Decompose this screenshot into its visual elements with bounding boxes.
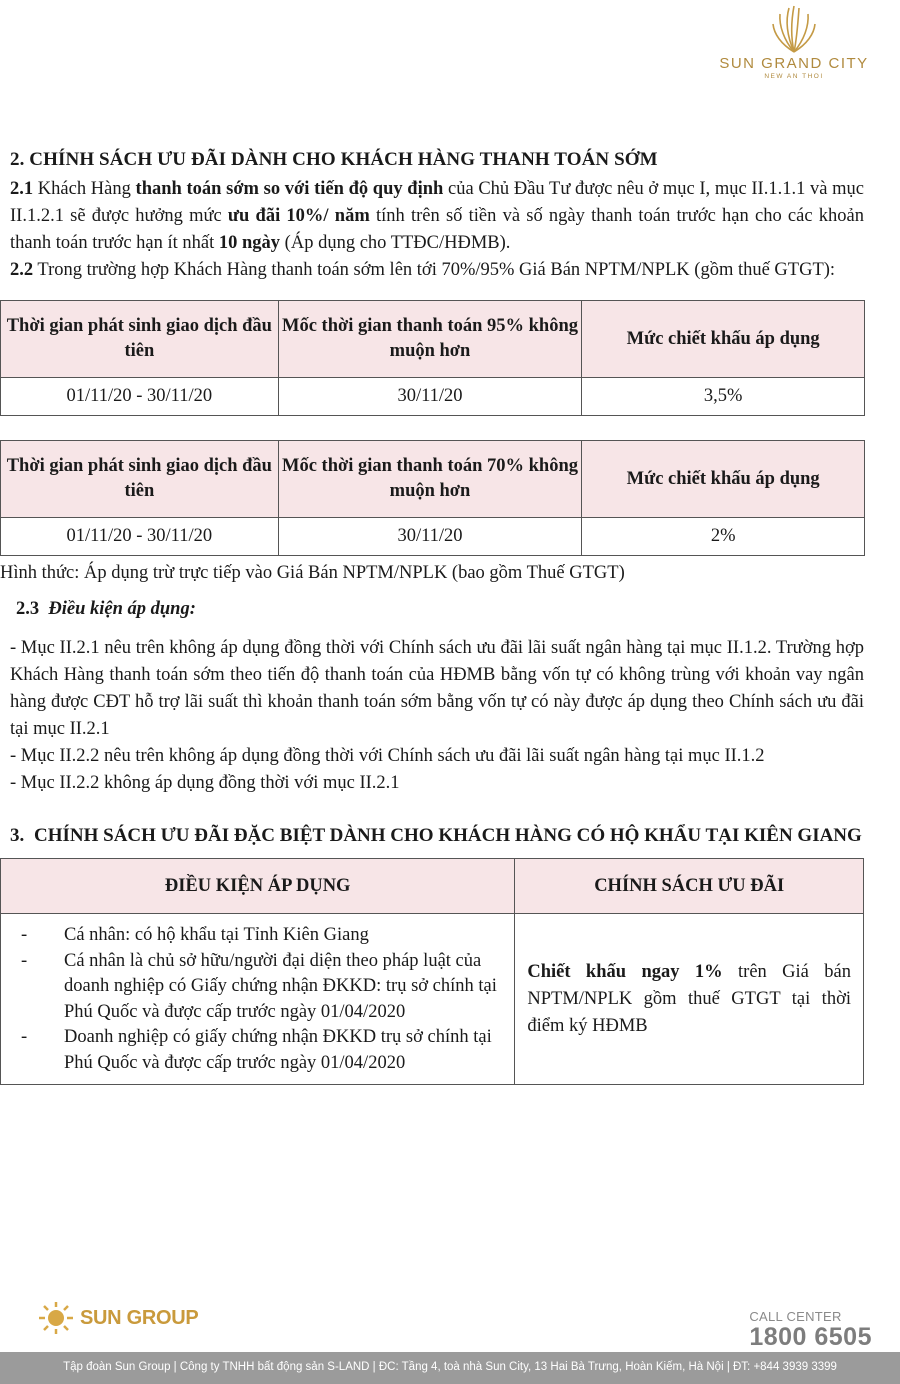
text: Doanh nghiệp có giấy chứng nhận ĐKKD trụ sở chính tại Phú Quốc và được cấp trước ngày 01/04/2020 [64,1027,492,1073]
condition-2: - Mục II.2.2 nêu trên không áp dụng đồng thời với Chính sách ưu đãi lãi suất ngân hàng tại mục II.1.2 [10,746,765,766]
table-header-row [1,859,864,914]
list-item [21,1025,504,1076]
table-row [1,914,864,1085]
section-2-3-title [16,596,864,623]
list-item [21,949,504,1026]
text: (Áp dụng cho TTĐC/HĐMB). [280,233,511,253]
brand-subtitle: NEW AN THOI [764,73,824,80]
policy-cell [515,914,864,1085]
table-cell: 30/11/20 [278,378,582,416]
list-item [21,923,504,949]
table-row [1,378,865,416]
brand-name: SUN GRAND CITY [719,55,869,72]
text: 2.3 [16,599,40,619]
header-cell: Mốc thời gian thanh toán 70% không muộn hơn [278,441,582,518]
fan-logo-icon [771,4,817,54]
text: - [21,925,28,945]
text: Khách Hàng [33,179,136,199]
text: Điều kiện áp dụng: [48,599,196,619]
header-cell: Thời gian phát sinh giao dịch đầu tiên [1,441,279,518]
text: - [21,950,28,971]
table-cell: 01/11/20 - 30/11/20 [1,378,279,416]
para-2-2-number: 2.2 [10,260,34,280]
bold-text: ưu đãi 10%/ năm [227,206,370,226]
application-form: Hình thức: Áp dụng trừ trực tiếp vào Giá Bán NPTM/NPLK (bao gồm Thuế GTGT) [0,563,625,583]
sun-icon [36,1300,76,1336]
section-3-title [10,823,864,848]
text: tính trên số tiền và số ngày thanh toán trước hạn cho các khoản thanh toán trước hạn ít nhất [10,206,864,253]
bold-text: thanh toán sớm so với tiến độ quy định [135,179,444,199]
header-cell: Mốc thời gian thanh toán 95% không muộn hơn [278,301,582,378]
bold-text: 10 ngày [218,233,281,253]
text: Cá nhân: có hộ khẩu tại Tỉnh Kiên Giang [64,925,369,945]
table-cell: 30/11/20 [278,518,582,556]
condition-3: - Mục II.2.2 không áp dụng đồng thời với mục II.2.1 [10,773,400,793]
text: Trong trường hợp Khách Hàng thanh toán sớm lên tới 70%/95% Giá Bán NPTM/NPLK (gồm thuế GTGT): [33,260,836,280]
kien-giang-table [0,858,864,1085]
condition-1: - Mục II.2.1 nêu trên không áp dụng đồng thời với Chính sách ưu đãi lãi suất ngân hàng tại mục II.1.2. Trường hợp Khách Hàng thanh toán sớm theo tiến độ thanh toán của HĐMB bằng vốn tự có không trùng với khoản vay ngân hàng được CĐT hỗ trợ lãi suất thì khoản thanh toán sớm bằng vốn tự có này được áp dụng theo Chính sách ưu đãi tại mục II.2.1 [10,638,864,739]
table-cell: 2% [582,518,865,556]
text: 3. [10,825,25,846]
call-center-phone: 1800 6505 [749,1323,872,1351]
para-2-1-number: 2.1 [10,179,34,199]
table-row [1,518,865,556]
sun-grand-city-logo [714,4,874,81]
table-cell: 01/11/20 - 30/11/20 [1,518,279,556]
call-center [749,1310,872,1351]
section-2-title: 2. CHÍNH SÁCH ƯU ĐÃI DÀNH CHO KHÁCH HÀNG THANH TOÁN SỚM [10,149,658,170]
call-center-label: CALL CENTER [749,1309,842,1324]
text: - [21,1027,28,1047]
header-cell: Thời gian phát sinh giao dịch đầu tiên [1,301,279,378]
header-cell: CHÍNH SÁCH ƯU ĐÃI [515,859,864,914]
text: của Chủ Đầu Tư được nêu ở mục I, mục II.1.1.1 và mục II.1.2.1 sẽ được hưởng mức [10,179,864,226]
sun-group-text: SUN GROUP [80,1306,199,1329]
paragraph-2-2 [10,257,864,284]
text: Cá nhân là chủ sở hữu/người đại diện theo pháp luật của doanh nghiệp có Giấy chứng nhận ĐKKD: trụ sở chính tại Phú Quốc và được cấp trước ngày 01/04/2020 [64,950,497,1022]
paragraph-2-1 [10,176,864,257]
bold-text: Chiết khấu ngay 1% [527,961,723,982]
header-cell: Mức chiết khấu áp dụng [582,441,865,518]
table-70-percent [0,440,865,556]
header-cell: ĐIỀU KIỆN ÁP DỤNG [1,859,515,914]
footer-address-bar: Tập đoàn Sun Group | Công ty TNHH bất động sản S-LAND | ĐC: Tầng 4, toà nhà Sun City, 13 Hai Bà Trưng, Hoàn Kiếm, Hà Nội | ĐT: +844 3939 3399 [0,1352,900,1384]
sun-group-logo [36,1300,198,1336]
text: CHÍNH SÁCH ƯU ĐÃI ĐẶC BIỆT DÀNH CHO KHÁCH HÀNG CÓ HỘ KHẨU TẠI KIÊN GIANG [34,825,862,846]
table-header-row [1,301,865,378]
document-content [0,146,864,1085]
table-95-percent [0,300,865,416]
header-cell: Mức chiết khấu áp dụng [582,301,865,378]
text: trên Giá bán NPTM/NPLK gồm thuế GTGT tại thời điểm ký HĐMB [527,961,851,1036]
conditions-cell [1,914,515,1085]
table-header-row [1,441,865,518]
table-cell: 3,5% [582,378,865,416]
